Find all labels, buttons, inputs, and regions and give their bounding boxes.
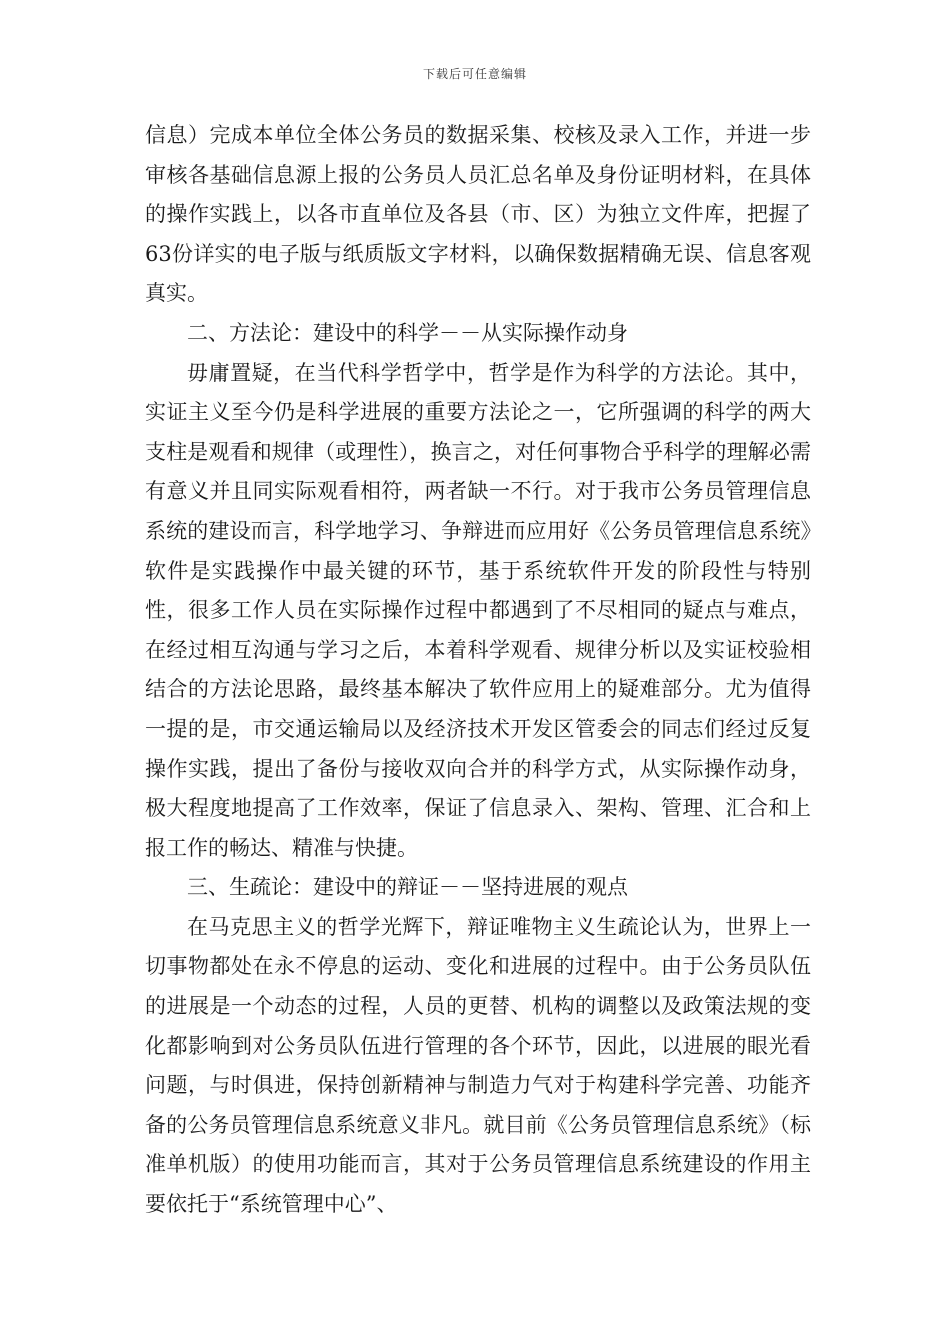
section-heading-epistemology: 三、生疏论：建设中的辩证－－坚持进展的观点: [187, 875, 628, 900]
paragraph-methodology: 毋庸置疑，在当代科学哲学中，哲学是作为科学的方法论。其中，实证主义至今仍是科学进展的重要方法论之一，它所强调的科学的两大支柱是观看和规律（或理性），换言之，对任何事物合乎科学的理解必需有意义并且同实际观看相符，两者缺一不行。对于我市公务员管理信息系统的建设而言，科学地学习、争辩进而应用好《公务员管理信息系统》软件是实践操作中最关键的环节，基于系统软件开发的阶段性与特别性，很多工作人员在实际操作过程中都遇到了不尽相同的疑点与难点，在经过相互沟通与学习之后，本着科学观看、规律分析以及实证校验相结合的方法论思路，最终基本解决了软件应用上的疑难部分。尤为值得一提的是，市交通运输局以及经济技术开发区管委会的同志们经过反复操作实践，提出了备份与接收双向合并的科学方式，从实际操作动身，极大程度地提高了工作效率，保证了信息录入、架构、管理、汇合和上报工作的畅达、精准与快捷。: [145, 360, 811, 860]
page-header: 下载后可任意编辑: [422, 67, 527, 81]
document-body: [145, 116, 811, 1225]
paragraph-epistemology: 在马克思主义的哲学光辉下，辩证唯物主义生疏论认为，世界上一切事物都处在永不停息的运动、变化和进展的过程中。由于公务员队伍的进展是一个动态的过程，人员的更替、机构的调整以及政策法规的变化都影响到对公务员队伍进行管理的各个环节，因此，以进展的眼光看问题，与时俱进，保持创新精神与制造力气对于构建科学完善、功能齐备的公务员管理信息系统意义非凡。就目前《公务员管理信息系统》（标准单机版）的使用功能而言，其对于公务员管理信息系统建设的作用主要依托于“系统管理中心”、: [145, 914, 811, 1217]
section-heading-methodology: 二、方法论：建设中的科学－－从实际操作动身: [187, 320, 628, 345]
paragraph-continuation: 信息）完成本单位全体公务员的数据采集、校核及录入工作，并进一步审核各基础信息源上报的公务员人员汇总名单及身份证明材料，在具体的操作实践上，以各市直单位及各县（市、区）为独立文件库，把握了63份详实的电子版与纸质版文字材料，以确保数据精确无误、信息客观真实。: [145, 123, 811, 306]
